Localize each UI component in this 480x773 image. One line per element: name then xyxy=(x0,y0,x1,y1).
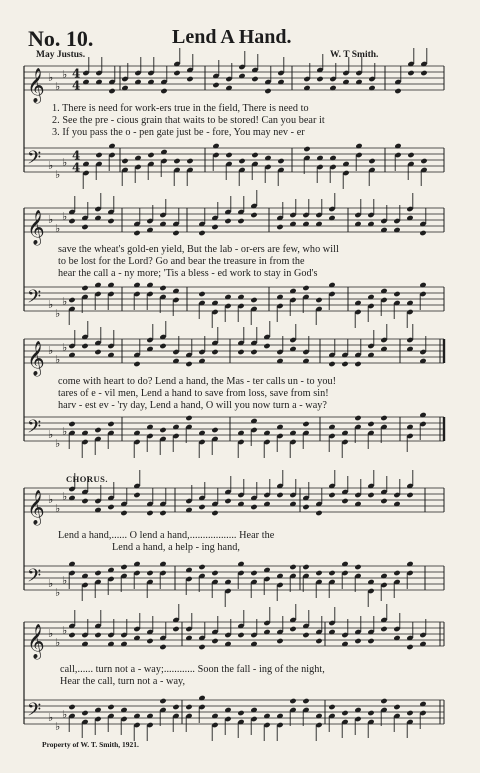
flat-icon: ♭ xyxy=(55,80,61,93)
flat-icon: ♭ xyxy=(55,168,61,181)
note-head xyxy=(328,704,335,710)
flat-icon: ♭ xyxy=(48,627,54,640)
note-head xyxy=(419,230,426,236)
note-head xyxy=(159,343,166,349)
flat-icon: ♭ xyxy=(62,156,68,169)
note-head xyxy=(186,158,193,164)
note-head xyxy=(354,361,361,367)
note-head xyxy=(146,638,153,644)
note-head xyxy=(237,710,244,716)
note-head xyxy=(277,158,284,164)
treble-clef-icon: 𝄞 xyxy=(27,68,45,103)
note-head xyxy=(133,492,140,498)
note-head xyxy=(264,88,271,94)
flat-icon: ♭ xyxy=(48,577,54,590)
note-head xyxy=(328,570,335,576)
bass-clef-icon: 𝄢 xyxy=(27,700,42,725)
note-head xyxy=(367,492,374,498)
note-head xyxy=(315,570,322,576)
note-head xyxy=(341,361,348,367)
note-head xyxy=(224,498,231,504)
note-head xyxy=(95,152,102,158)
note-head xyxy=(107,704,114,710)
flat-icon: ♭ xyxy=(55,437,61,450)
copyright-footer: Property of W. T. Smith, 1921. xyxy=(42,740,139,749)
note-head xyxy=(94,427,101,433)
note-head xyxy=(81,343,88,349)
note-head xyxy=(289,698,296,704)
note-head xyxy=(237,632,244,638)
bass-clef-icon: 𝄢 xyxy=(27,417,42,442)
flat-icon: ♭ xyxy=(48,344,54,357)
note-head xyxy=(302,421,309,427)
note-head xyxy=(354,415,361,421)
note-head xyxy=(185,361,192,367)
flat-icon: ♭ xyxy=(62,295,68,308)
note-head xyxy=(250,570,257,576)
note-head xyxy=(393,704,400,710)
note-head xyxy=(302,632,309,638)
flat-icon: ♭ xyxy=(48,711,54,724)
note-head xyxy=(68,421,75,427)
note-head xyxy=(211,510,218,516)
note-head xyxy=(420,158,427,164)
hymn-title: Lend A Hand. xyxy=(172,26,292,48)
note-head xyxy=(186,76,193,82)
note-head xyxy=(407,70,414,76)
note-head xyxy=(159,285,166,291)
bass-clef-icon: 𝄢 xyxy=(27,148,42,173)
note-head xyxy=(237,218,244,224)
note-head xyxy=(68,632,75,638)
note-head xyxy=(328,492,335,498)
note-head xyxy=(225,152,232,158)
flat-icon: ♭ xyxy=(48,71,54,84)
flat-icon: ♭ xyxy=(62,341,68,354)
flat-icon: ♭ xyxy=(62,210,68,223)
flat-icon: ♭ xyxy=(62,490,68,503)
lyric-line: save the wheat's gold-en yield, But the lab - or-ers are few, who will xyxy=(58,244,339,255)
note-head xyxy=(367,638,374,644)
note-head xyxy=(159,427,166,433)
lyric-line: 2. See the pre - cious grain that waits to be stored! Can you bear it xyxy=(52,115,325,126)
note-head xyxy=(420,70,427,76)
note-head xyxy=(303,146,310,152)
time-signature: 4 xyxy=(72,148,81,163)
note-head xyxy=(81,498,88,504)
flat-icon: ♭ xyxy=(48,298,54,311)
flat-icon: ♭ xyxy=(62,574,68,587)
lyric-line: tares of e - vil men, Lend a hand to save from loss, save from sin! xyxy=(58,388,329,399)
note-head xyxy=(237,349,244,355)
note-head xyxy=(81,285,88,291)
note-head xyxy=(211,638,218,644)
note-head xyxy=(198,644,205,650)
lyric-line: 3. If you pass the o - pen gate just be - fore, You may nev - er xyxy=(52,127,305,138)
note-head xyxy=(146,570,153,576)
lyric-line: Hear the call, turn not a - way, xyxy=(60,676,186,687)
flat-icon: ♭ xyxy=(62,425,68,438)
note-head xyxy=(380,415,387,421)
note-head xyxy=(315,510,322,516)
lyric-line: harv - est ev - 'ry day, Lend a hand, O will you now turn a - way? xyxy=(58,400,327,411)
note-head xyxy=(108,88,115,94)
note-head xyxy=(250,504,257,510)
chorus-label: CHORUS. xyxy=(66,474,108,484)
lyric-line: to be lost for the Lord? Go and bear the treasure in from the xyxy=(58,256,305,267)
note-head xyxy=(407,152,414,158)
note-head xyxy=(185,704,192,710)
note-head xyxy=(185,415,192,421)
note-head xyxy=(94,570,101,576)
lyric-line: call,...... turn not a - way;............ Soon the fall - ing of the night, xyxy=(60,664,325,675)
lyric-line: hear the call a - ny more; 'Tis a bless - ed work to stay in God's xyxy=(58,268,318,279)
note-head xyxy=(406,710,413,716)
note-head xyxy=(289,626,296,632)
note-head xyxy=(354,564,361,570)
lyricist: May Justus. xyxy=(36,50,86,60)
note-head xyxy=(367,421,374,427)
note-head xyxy=(263,343,270,349)
note-head xyxy=(406,492,413,498)
note-head xyxy=(198,504,205,510)
time-signature: 4 xyxy=(72,66,81,81)
flat-icon: ♭ xyxy=(62,68,68,81)
note-head xyxy=(120,564,127,570)
note-head xyxy=(160,88,167,94)
hymn-number: No. 10. xyxy=(28,26,94,51)
note-head xyxy=(120,510,127,516)
composer: W. T Smith. xyxy=(330,50,379,60)
note-head xyxy=(107,218,114,224)
flat-icon: ♭ xyxy=(48,493,54,506)
note-head xyxy=(251,76,258,82)
note-head xyxy=(146,510,153,516)
note-head xyxy=(367,710,374,716)
note-head xyxy=(68,704,75,710)
note-head xyxy=(94,349,101,355)
time-signature: 4 xyxy=(72,160,81,175)
note-head xyxy=(107,421,114,427)
treble-clef-icon: 𝄞 xyxy=(27,624,45,659)
note-head xyxy=(368,158,375,164)
note-head xyxy=(251,152,258,158)
note-head xyxy=(81,224,88,230)
note-head xyxy=(328,361,335,367)
flat-icon: ♭ xyxy=(55,586,61,599)
note-head xyxy=(159,698,166,704)
note-head xyxy=(394,88,401,94)
note-head xyxy=(224,218,231,224)
flat-icon: ♭ xyxy=(62,624,68,637)
note-head xyxy=(172,704,179,710)
flat-icon: ♭ xyxy=(48,428,54,441)
note-head xyxy=(121,158,128,164)
note-head xyxy=(198,564,205,570)
time-signature: 4 xyxy=(72,78,81,93)
note-head xyxy=(238,158,245,164)
note-head xyxy=(173,158,180,164)
note-head xyxy=(316,76,323,82)
note-head xyxy=(380,698,387,704)
flat-icon: ♭ xyxy=(55,720,61,733)
flat-icon: ♭ xyxy=(55,636,61,649)
lyric-line: Lend a hand,...... O lend a hand,.................. Hear the xyxy=(58,530,275,541)
lyric-line: 1. There is need for work-ers true in the field, There is need to xyxy=(52,103,309,114)
note-head xyxy=(302,564,309,570)
note-head xyxy=(211,570,218,576)
note-head xyxy=(159,510,166,516)
note-head xyxy=(94,632,101,638)
treble-clef-icon: 𝄞 xyxy=(27,341,45,376)
note-head xyxy=(276,638,283,644)
note-head xyxy=(68,218,75,224)
note-head xyxy=(211,349,218,355)
flat-icon: ♭ xyxy=(55,222,61,235)
note-head xyxy=(198,291,205,297)
note-head xyxy=(133,361,140,367)
note-head xyxy=(341,710,348,716)
note-head xyxy=(211,224,218,230)
note-head xyxy=(315,638,322,644)
note-head xyxy=(147,152,154,158)
flat-icon: ♭ xyxy=(48,159,54,172)
note-head xyxy=(302,698,309,704)
lyric-line: come with heart to do? Lend a hand, the Mas - ter calls un - to you! xyxy=(58,376,337,387)
note-head xyxy=(302,285,309,291)
flat-icon: ♭ xyxy=(55,353,61,366)
note-head xyxy=(276,224,283,230)
lyric-line: Lend a hand, a help - ing hand, xyxy=(112,542,241,553)
note-head xyxy=(107,504,114,510)
bass-clef-icon: 𝄢 xyxy=(27,287,42,312)
note-head xyxy=(198,230,205,236)
note-head xyxy=(302,504,309,510)
flat-icon: ♭ xyxy=(48,213,54,226)
note-head xyxy=(341,498,348,504)
flat-icon: ♭ xyxy=(62,708,68,721)
note-head xyxy=(212,82,219,88)
note-head xyxy=(380,498,387,504)
note-head xyxy=(133,230,140,236)
treble-clef-icon: 𝄞 xyxy=(27,490,45,525)
note-head xyxy=(173,70,180,76)
note-head xyxy=(406,644,413,650)
note-head xyxy=(276,492,283,498)
note-head xyxy=(211,427,218,433)
note-head xyxy=(172,626,179,632)
note-head xyxy=(393,291,400,297)
note-head xyxy=(81,710,88,716)
note-head xyxy=(289,564,296,570)
note-head xyxy=(315,297,322,303)
note-head xyxy=(393,570,400,576)
note-head xyxy=(250,212,257,218)
flat-icon: ♭ xyxy=(55,307,61,320)
note-head xyxy=(172,230,179,236)
note-head xyxy=(68,297,75,303)
bass-clef-icon: 𝄢 xyxy=(27,566,42,591)
note-head xyxy=(250,297,257,303)
note-head xyxy=(354,638,361,644)
note-head xyxy=(159,644,166,650)
note-head xyxy=(250,349,257,355)
note-head xyxy=(380,626,387,632)
flat-icon: ♭ xyxy=(55,502,61,515)
treble-clef-icon: 𝄞 xyxy=(27,210,45,245)
